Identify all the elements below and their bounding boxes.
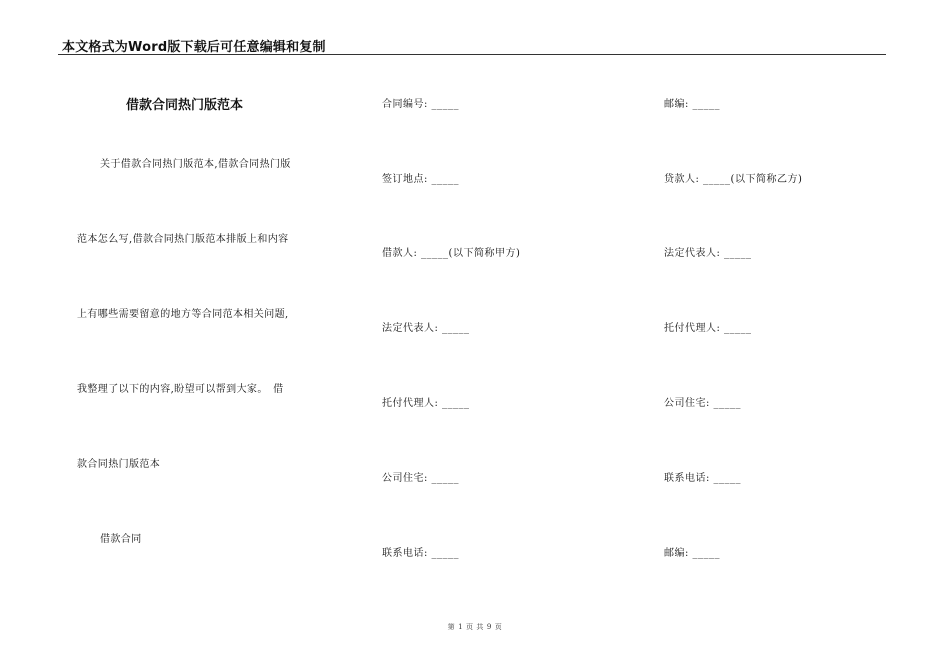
- company-address-field: 公司住宅: _____: [382, 473, 460, 484]
- phone-field: 联系电话: _____: [382, 548, 460, 559]
- postcode-field: 邮编: _____: [664, 99, 721, 110]
- paragraph-line: 上有哪些需要留意的地方等合同范本相关问题,: [77, 309, 289, 320]
- document-title: 借款合同热门版范本: [126, 98, 244, 113]
- postcode-field: 邮编: _____: [664, 548, 721, 559]
- section-heading: 借款合同: [100, 534, 142, 545]
- paragraph-line: 关于借款合同热门版范本,借款合同热门版: [100, 159, 291, 170]
- document-header: [58, 34, 886, 55]
- lender-field: 贷款人: _____(以下简称乙方): [664, 174, 803, 185]
- company-address-field: 公司住宅: _____: [664, 398, 742, 409]
- paragraph-line: 我整理了以下的内容,盼望可以帮到大家。 借: [77, 384, 284, 395]
- legal-representative-field: 法定代表人: _____: [382, 323, 470, 334]
- legal-representative-field: 法定代表人: _____: [664, 248, 752, 259]
- phone-field: 联系电话: _____: [664, 473, 742, 484]
- signing-place-field: 签订地点: _____: [382, 174, 460, 185]
- header-text: 本文格式为Word版下载后可任意编辑和复制: [62, 40, 326, 55]
- paragraph-line: 款合同热门版范本: [77, 459, 161, 470]
- paragraph-line: 范本怎么写,借款合同热门版范本排版上和内容: [77, 234, 289, 245]
- page-number: 第 1 页 共 9 页: [447, 623, 503, 631]
- borrower-field: 借款人: _____(以下简称甲方): [382, 248, 521, 259]
- contract-number-field: 合同编号: _____: [382, 99, 460, 110]
- authorized-agent-field: 托付代理人: _____: [382, 398, 470, 409]
- authorized-agent-field: 托付代理人: _____: [664, 323, 752, 334]
